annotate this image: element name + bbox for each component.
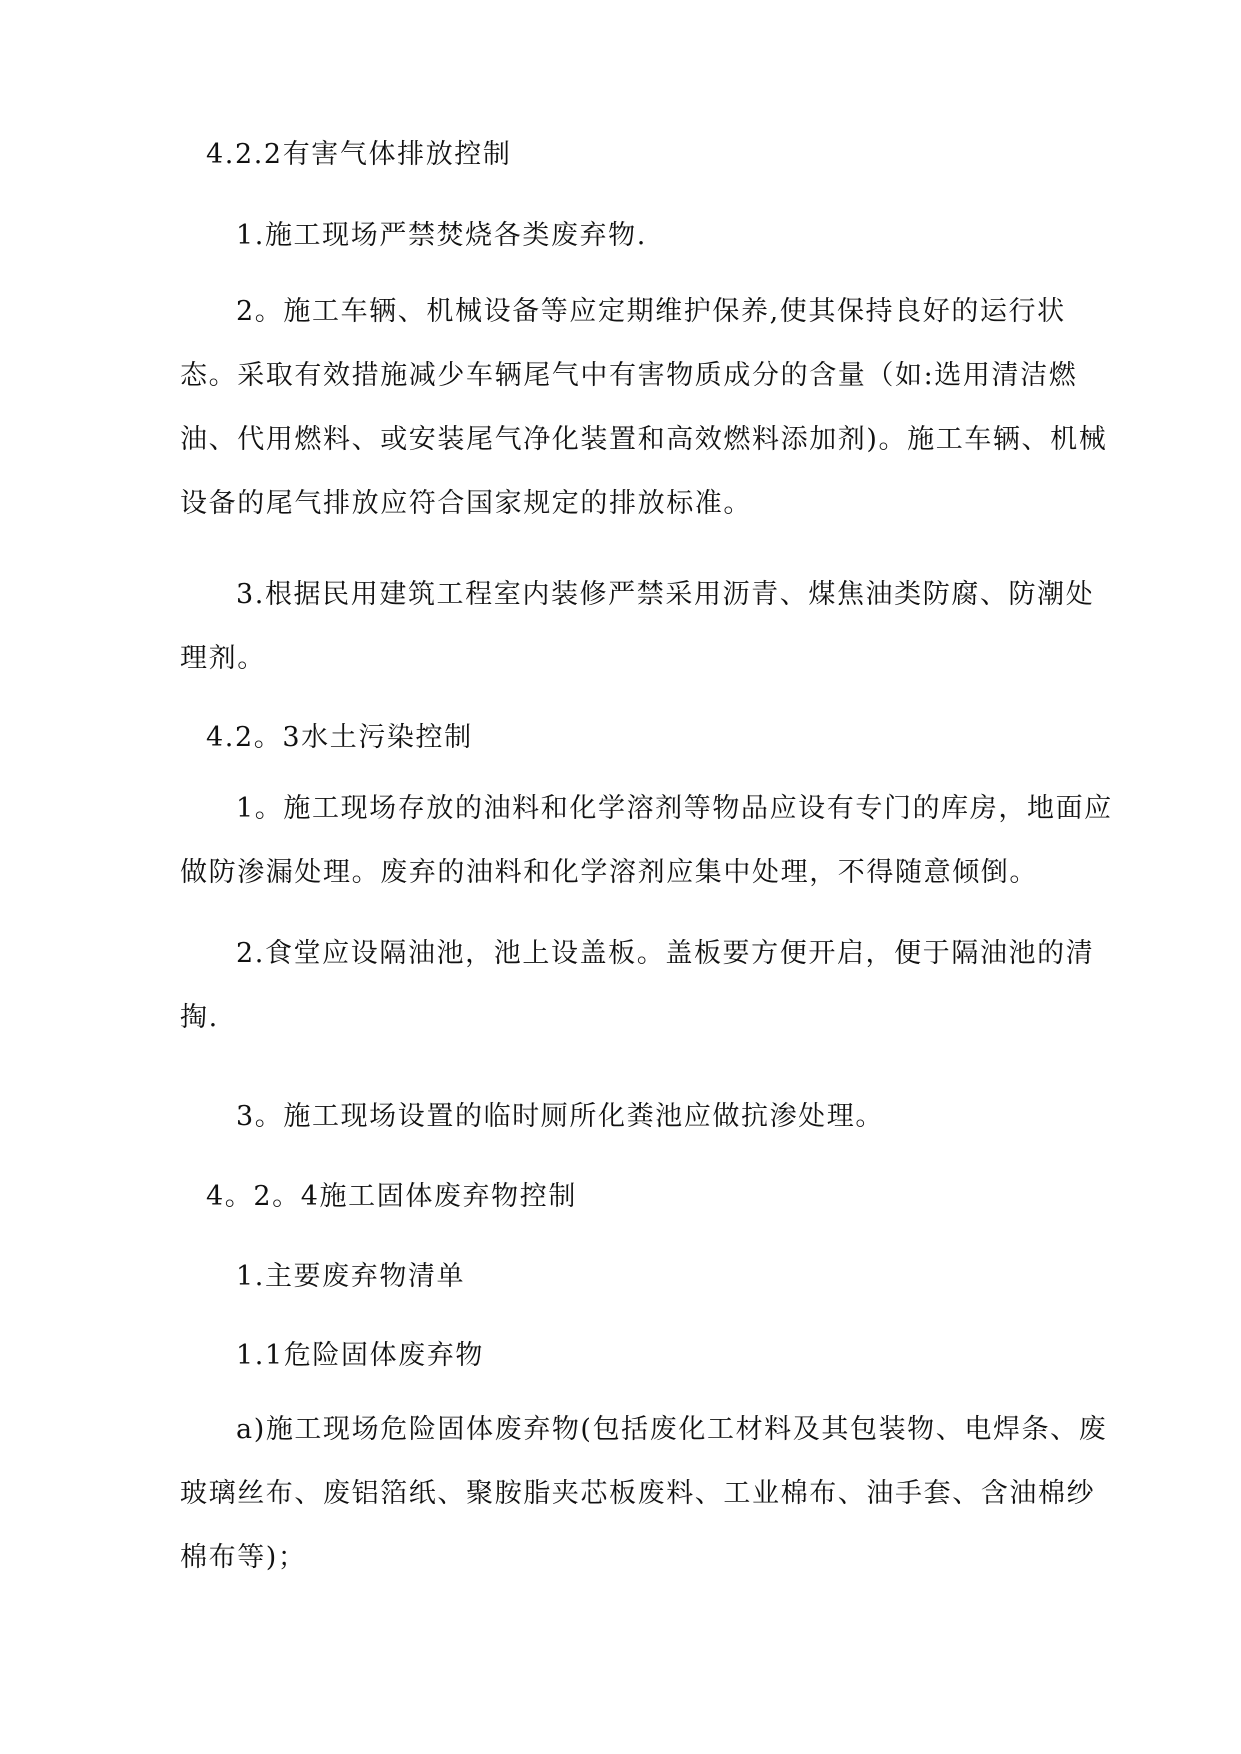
paragraph-item-1: 1.施工现场严禁焚烧各类废弃物. [236, 220, 647, 251]
paragraph-item-3: 3.根据民用建筑工程室内装修严禁采用沥青、煤焦油类防腐、防潮处理剂。 [180, 579, 1095, 674]
subheading-waste-list: 1.主要废弃物清单 [236, 1261, 466, 1292]
paragraph-item-2-water: 2.食堂应设隔油池，池上设盖板。盖板要方便开启，便于隔油池的清掏. [180, 938, 1095, 1033]
section-heading-4-2-3: 4.2。3水土污染控制 [206, 722, 473, 753]
paragraph-item-3-water: 3。施工现场设置的临时厕所化粪池应做抗渗处理。 [236, 1101, 884, 1132]
paragraph-hazardous-waste-a: a)施工现场危险固体废弃物(包括废化工材料及其包装物、电焊条、废玻璃丝布、废铝箔纸、聚胺脂夹芯板废料、工业棉布、油手套、含油棉纱棉布等)； [180, 1414, 1108, 1573]
section-heading-4-2-4: 4。2。4施工固体废弃物控制 [206, 1181, 577, 1212]
paragraph-item-2: 2。施工车辆、机械设备等应定期维护保养,使其保持良好的运行状态。采取有效措施减少车辆尾气中有害物质成分的含量（如:选用清洁燃油、代用燃料、或安装尾气净化装置和高效燃料添加剂)。施工车辆、机械设备的尾气排放应符合国家规定的排放标准。 [180, 296, 1108, 519]
section-heading-4-2-2: 4.2.2有害气体排放控制 [206, 139, 512, 170]
paragraph-item-1-water: 1。施工现场存放的油料和化学溶剂等物品应设有专门的库房，地面应做防渗漏处理。废弃的油料和化学溶剂应集中处理，不得随意倾倒。 [180, 793, 1113, 888]
subheading-hazardous-waste: 1.1危险固体废弃物 [236, 1340, 484, 1371]
